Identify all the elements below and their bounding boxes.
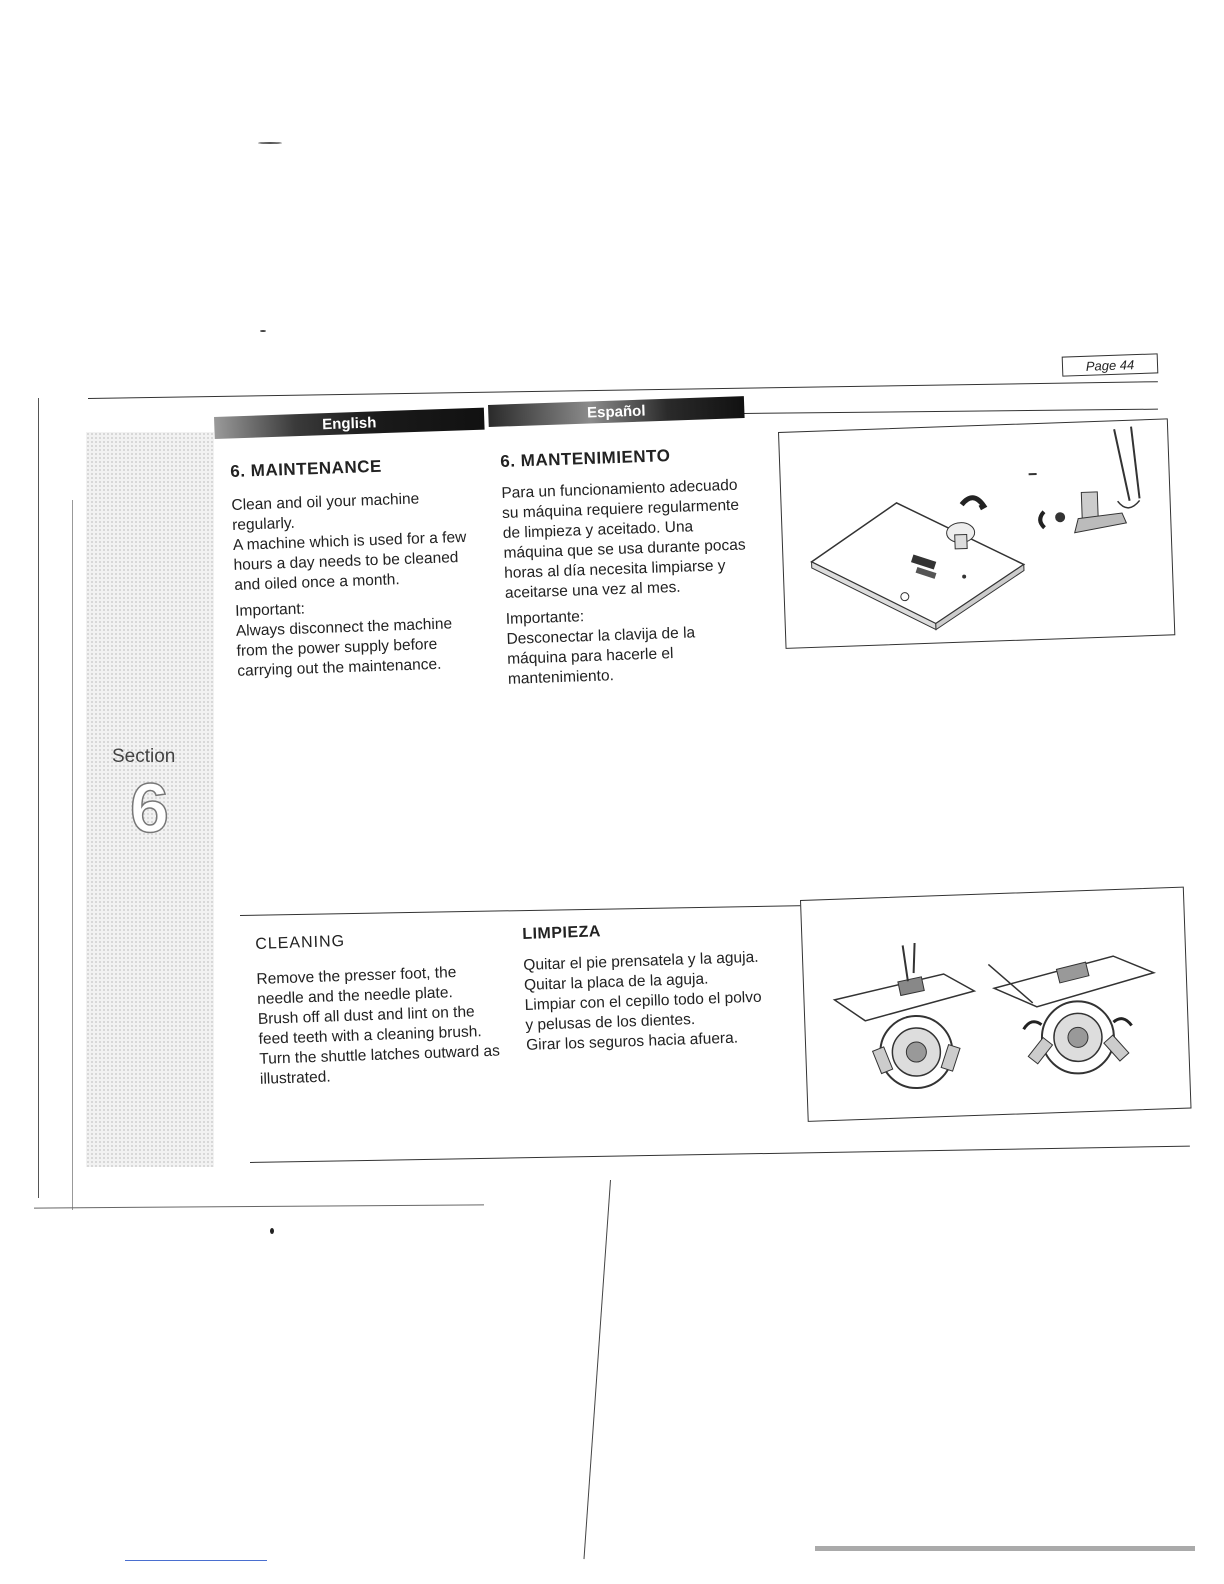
section-number: 6 bbox=[130, 769, 169, 847]
spanish-header-bar bbox=[488, 396, 745, 427]
maintenance-body-en bbox=[231, 487, 487, 682]
left-margin-line bbox=[38, 398, 39, 1198]
maintenance-title-en: 6. MAINTENANCE bbox=[230, 456, 383, 481]
maintenance-title-es: 6. MANTENIMIENTO bbox=[500, 446, 671, 471]
english-header-bar bbox=[214, 408, 485, 439]
maintenance-english bbox=[230, 453, 488, 682]
cleaning-p3-es: Limpiar con el cepillo todo el polvo y pelusas de los dientes. bbox=[524, 988, 762, 1034]
cleaning-body-es bbox=[523, 948, 768, 1056]
needle-plate-drawing bbox=[779, 419, 1174, 647]
spanish-label: Español bbox=[586, 402, 646, 422]
section-label: Section bbox=[112, 746, 176, 767]
bottom-right-band bbox=[815, 1546, 1195, 1551]
page-number: Page 44 bbox=[1062, 353, 1159, 376]
maintenance-spanish bbox=[500, 443, 752, 689]
cleaning-p3-en: Turn the shuttle latches outward as illustrated. bbox=[259, 1042, 501, 1088]
important-text-en: Always disconnect the machine from the power supply before carrying out the maintenance. bbox=[235, 615, 453, 680]
cleaning-p4-es: Girar los seguros hacia afuera. bbox=[525, 1029, 739, 1054]
english-label: English bbox=[321, 413, 377, 433]
cleaning-p2-en: Brush off all dust and lint on the feed teeth with a cleaning brush. bbox=[257, 1003, 482, 1048]
important-label-en: Important: bbox=[234, 600, 306, 620]
maintenance-p1-es: Para un funcionamiento adecuado su máquina requiere regularmente de limpieza y aceitado. Una máquina que se usa durante pocas horas al día necesita limpiarse y aceitarse una vez al mes. bbox=[501, 476, 746, 602]
bottom-underline bbox=[125, 1560, 267, 1561]
maintenance-p2-en: A machine which is used for a few hours a day needs to be cleaned and oiled once a month. bbox=[232, 528, 467, 594]
fold-line bbox=[583, 1180, 611, 1559]
maintenance-body-es bbox=[501, 475, 752, 689]
needle-plate-illustration bbox=[778, 418, 1175, 648]
cleaning-spanish bbox=[522, 918, 768, 1056]
speck bbox=[258, 142, 282, 144]
cleaning-title-en: CLEANING bbox=[255, 932, 346, 953]
cleaning-body-en bbox=[256, 961, 504, 1089]
important-label-es: Importante: bbox=[505, 608, 585, 628]
shuttle-illustration bbox=[800, 887, 1192, 1122]
maintenance-p1-en: Clean and oil your machine regularly. bbox=[231, 490, 420, 534]
bottom-margin-line bbox=[34, 1204, 484, 1208]
shuttle-drawing bbox=[801, 888, 1190, 1121]
cleaning-title-es: LIMPIEZA bbox=[522, 923, 602, 943]
top-rule-2 bbox=[744, 409, 1158, 414]
cleaning-p1-es: Quitar el pie prensatela y la aguja. bbox=[523, 948, 759, 974]
cleaning-p2-es: Quitar la placa de la aguja. bbox=[523, 970, 709, 994]
top-rule bbox=[88, 381, 1158, 399]
speck bbox=[260, 330, 266, 332]
important-text-es: Desconectar la clavija de la máquina para hacerle el mantenimiento. bbox=[506, 624, 696, 688]
speck bbox=[270, 1228, 274, 1234]
cleaning-p1-en: Remove the presser foot, the needle and the needle plate. bbox=[256, 964, 457, 1008]
left-margin-line-2 bbox=[72, 500, 73, 1210]
cleaning-english bbox=[255, 927, 504, 1089]
bottom-rule bbox=[250, 1146, 1190, 1163]
